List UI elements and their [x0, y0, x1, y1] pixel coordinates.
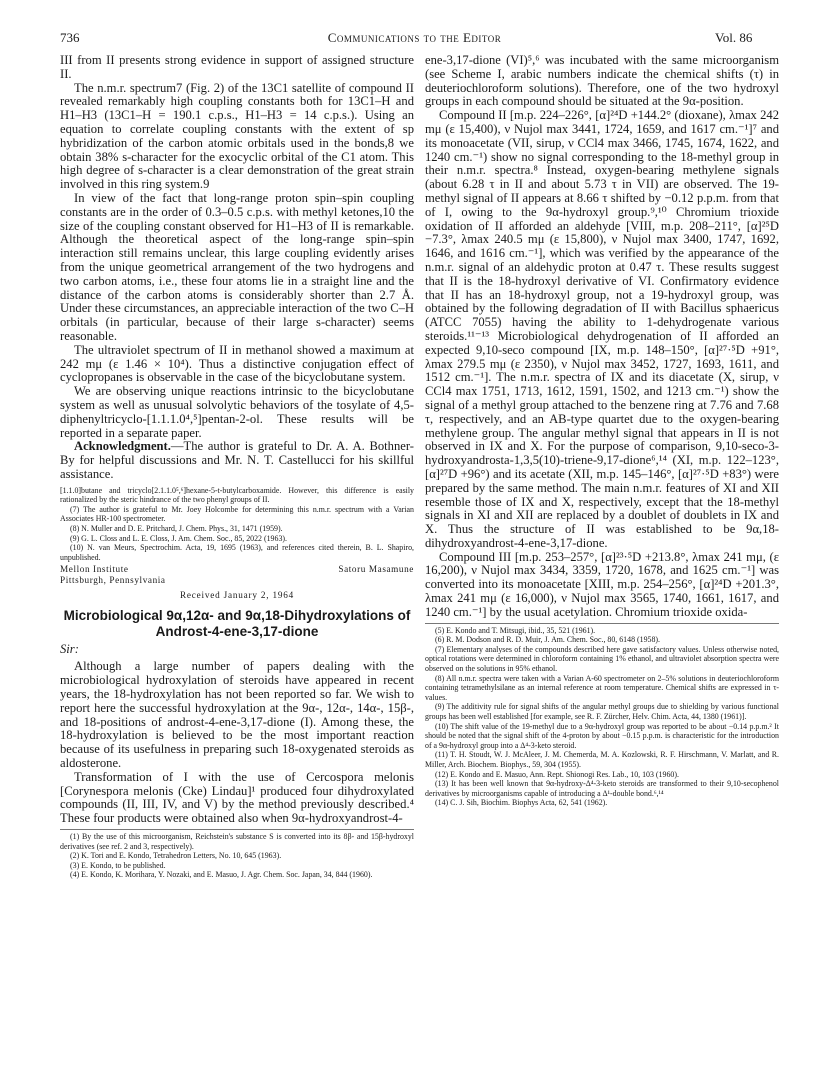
- paragraph: We are observing unique reactions intrinsic to the bicyclobutane system as well as unusual solvolytic behaviors of the tosylate of 4,5-diphenyltricyclo-[1.1.1.0⁴,⁵]pentan-2-ol. These results will be reported in a separate paper.: [60, 384, 414, 440]
- paragraph: ene-3,17-dione (VI)⁵,⁶ was incubated with the same microorganism (see Scheme I, arabic numbers indicate the chemical shifts (τ) in deuteriochloroform solutions). Therefore, one of the two hydroxyl groups in each compound should be situated at the 9α-position.: [425, 53, 779, 109]
- footnote: (9) G. L. Closs and L. E. Closs, J. Am. Chem. Soc., 85, 2022 (1963).: [70, 533, 287, 543]
- acknowledgment-text: —The author is grateful to Dr. A. A. Bothner-By for helpful discussions and Mr. N. T. Castellucci for his skillful assistance.: [60, 439, 414, 481]
- footnote: [1.1.0]butane and tricyclo[2.1.1.0⁵,⁶]hexane-5-t-butylcarboxamide. However, this difference is easily rationalized by the steric hindrance of the two phenyl groups of II.: [60, 485, 414, 505]
- footnote-divider: [425, 623, 779, 624]
- institution: Mellon Institute: [60, 564, 129, 575]
- footnote: (4) E. Kondo, K. Morihara, Y. Nozaki, and E. Masuo, J. Agr. Chem. Soc. Japan, 34, 844 (1960).: [70, 870, 373, 880]
- acknowledgment-label: Acknowledgment.: [74, 439, 171, 454]
- paragraph: Compound II [m.p. 224–226°, [α]²⁴D +144.2° (dioxane), λmax 242 mμ (ε 15,400), ν Nujol max 3441, 1724, 1659, and 1617 cm.⁻¹]⁷ and its monoacetate (VII, sirup, ν CCl4 max 3466, 1745, 1674, 1622, and 1240 cm.⁻¹) show no signal corresponding to the 18-methyl group in their n.m.r. spectra.⁸ Instead, oxygen-bearing methylene signals (about 6.28 τ in II and about 5.73 τ in VII) are observed. The 19-methyl signal of II appears at 8.66 τ shifted by −0.12 p.p.m. from that of I, owing to the 9α-hydroxyl group.⁹,¹⁰ Chromium trioxide oxidation of II afforded an aldehyde [VIII, m.p. 208–211°, [α]²⁵D −7.3°, λmax 240.5 mμ (ε 15,800), ν Nujol max 3400, 1747, 1692, 1646, and 1616 cm.⁻¹], which was verified by the appearance of the n.m.r. signal of an aldehydic proton at 0.47 τ. These results suggest that II is the 18-hydroxyl derivative of VI. Confirmatory evidence that II has an 18-hydroxyl group, not a 19-hydroxyl group, was obtained by the following degradation of II with Bacillus sphaericus (ATCC 7055) having the ability to 1-dehydrogenate various steroids.¹¹⁻¹³ Microbiological dehydrogenation of II afforded an expected 9,10-seco compound [IX, m.p. 148–150°, [α]²⁷·⁵D +91°, λmax 279.5 mμ (ε 2350), ν Nujol max 3452, 1727, 1693, 1611, and 1512 cm.⁻¹]. The n.m.r. spectra of IX and its diacetate (X, sirup, ν CCl4 max 1751, 1713, 1612, 1591, 1502, and 1213 cm.⁻¹) show the signal of a methyl group attached to the benzene ring at 7.76 and 7.68 τ, respectively, and an AB-type quartet due to the oxygen-bearing methylene group. The angular methyl signal that appears in II is not observed in IX and X. For the purpose of comparison, 9,10-seco-3-hydroxyandrosta-1,3,5(10)-triene-9,17-dione⁶,¹⁴ (XI, m.p. 122–123°, [α]²⁷D +96°) and its acetate (XII, m.p. 145–146°, [α]²⁷·⁵D +83°) were prepared by the same method. The main n.m.r. features of XI and XII resemble those of IX and X, respectively, except that the 18-methyl signals in XI and XII are replaced by a doublet of doublets in IX and X. Thus the structure of II was established to be 9α,18-dihydroxyandrost-4-ene-3,17-dione.: [425, 108, 779, 550]
- footnote: (7) Elementary analyses of the compounds described here gave satisfactory values. Unless otherwise noted, optical rotations were determined in chloroform containing 1% ethanol, and ultraviolet absorption spectra were observed on the solutions in 95% ethanol.: [425, 644, 779, 674]
- paragraph: Although a large number of papers dealing with the microbiological hydroxylation of steroids have appeared in recent years, the 18-hydroxylation has not been reported so far. We wish to report here the successful hydroxylation at the 9α-, 12α-, 14α-, 15β-, and 18-positions of androst-4-ene-3,17-dione (I). Among these, the 18-hydroxylation is believed to be the most important reaction because of its usefulness in preparing such 18-oxygenated steroids as aldosterone.: [60, 659, 414, 771]
- footnote: (11) T. H. Stoudt, W. J. McAleer, J. M. Chemerda, M. A. Kozlowski, R. F. Hirschmann, V. Marlatt, and R. Miller, Arch. Biochem. Biophys., 59, 304 (1955).: [425, 750, 779, 769]
- footnote: (12) E. Kondo and E. Masuo, Ann. Rept. Shionogi Res. Lab., 10, 103 (1960).: [435, 769, 679, 779]
- paragraph: The n.m.r. spectrum7 (Fig. 2) of the 13C1 satellite of compound II revealed remarkably high coupling constants both for 13C1–H and H1–H3 (13C1–H = 190.1 c.p.s., H1–H3 = 14 c.p.s.). Using an equation to correlate coupling constants with the extent of sp hybridization of the carbon atomic orbitals used in the bonds,8 we obtain 38% s-character for the exocyclic orbital of the C1 atom. This high degree of s-character is a clear demonstration of the great strain involved in this ring system.9: [60, 80, 414, 192]
- footnote: (6) R. M. Dodson and R. D. Muir, J. Am. Chem. Soc., 80, 6148 (1958).: [435, 635, 661, 645]
- paragraph: The ultraviolet spectrum of II in methanol showed a maximum at 242 mμ (ε 1.46 × 10⁴). Thus a distinctive conjugation effect of cyclopropanes is observable in the case of the bicyclobutane system.: [60, 342, 414, 385]
- footnote: (8) N. Muller and D. E. Pritchard, J. Chem. Phys., 31, 1471 (1959).: [70, 524, 283, 534]
- footnote: (2) K. Tori and E. Kondo, Tetrahedron Letters, No. 10, 645 (1963).: [70, 851, 282, 861]
- author-name: Satoru Masamune: [338, 564, 414, 575]
- received-date: Received January 2, 1964: [179, 590, 295, 601]
- affiliation-block: [60, 564, 414, 586]
- volume-label: Vol. 86: [715, 30, 753, 45]
- left-column: [60, 54, 414, 880]
- footnote: (1) By the use of this microorganism, Reichstein's substance S is converted into its 8β- and 15β-hydroxyl derivatives (see ref. 2 and 3, respectively).: [60, 832, 414, 851]
- acknowledgment: [60, 440, 414, 481]
- location: Pittsburgh, Pennsylvania: [60, 575, 166, 586]
- paragraph: In view of the fact that long-range proton spin–spin coupling constants are in the order of 0.3–0.5 c.p.s. with methyl ketones,10 the size of the coupling constant observed for H1–H3 of II is remarkable. Although the theoretical aspect of the long-range spin–spin interaction still remains unclear, this large coupling evidently arises from the unique geometrical arrangement of the two hydrogens and two carbon atoms, i.e., these four atoms lie in a straight line and the distance of the carbon atoms is considerably shorter than 2.7 Å. Under these circumstances, an appreciable interaction of the two C–H orbitals (in particular, because of their large s-character) seems reasonable.: [60, 190, 414, 343]
- footnote: (13) It has been well known that 9α-hydroxy-Δ⁴-3-keto steroids are transformed to their 9,10-secophenol derivatives by microorganisms capable of introducing a Δ¹-double bond.⁶,¹⁴: [425, 779, 779, 798]
- footnote: (8) All n.m.r. spectra were taken with a Varian A-60 spectrometer on 2–5% solutions in deuteriochloroform containing tetramethylsilane as an internal reference at room temperature. Chemical shifts are expressed in τ-values.: [425, 673, 779, 702]
- salutation: Sir:: [60, 642, 79, 657]
- article-title: Microbiological 9α,12α- and 9α,18-Dihydroxylations of Androst-4-ene-3,17-dione: [63, 608, 411, 640]
- page-number: 736: [60, 30, 80, 45]
- footnote: (3) E. Kondo, to be published.: [70, 860, 166, 870]
- right-column: [425, 54, 779, 808]
- footnote: (5) E. Kondo and T. Mitsugi, ibid., 35, 521 (1961).: [435, 625, 596, 635]
- footnote-divider: [60, 829, 414, 830]
- paragraph: Transformation of I with the use of Cercospora melonis [Corynespora melonis (Cke) Lindau]¹ produced four dihydroxylated compounds (II, III, IV, and V) by the method previously described.⁴ These four products were obtained also when 9α-hydroxyandrost-4-: [60, 769, 414, 826]
- paragraph: III from II presents strong evidence in support of assigned structure II.: [60, 53, 414, 81]
- footnote: (14) C. J. Sih, Biochim. Biophys Acta, 62, 541 (1962).: [435, 798, 608, 808]
- footnote: (10) N. van Meurs, Spectrochim. Acta, 19, 1695 (1963), and references cited therein, B. L. Shapiro, unpublished.: [60, 543, 414, 562]
- footnote: (7) The author is grateful to Mr. Joey Holcombe for determining this n.m.r. spectrum with a Varian Associates HR-100 spectrometer.: [60, 504, 414, 524]
- footnote: (10) The shift value of the 19-methyl due to a 9α-hydroxyl group was reported to be about −0.14 p.p.m.² It should be noted that the signal shift of the 4-proton by about −0.15 p.p.m. is characteristic for the introduction of a 9α-hydroxyl group into a Δ⁴-3-keto steroid.: [425, 721, 779, 750]
- running-header: Communications to the Editor: [327, 30, 502, 45]
- paragraph: Compound III [m.p. 253–257°, [α]²³·⁵D +213.8°, λmax 241 mμ, (ε 16,200), ν Nujol max 3434, 3359, 1720, 1678, and 1625 cm.⁻¹] was converted into its monoacetate [XIII, m.p. 254–256°, [α]²⁴D +201.3°, λmax 241 mμ (ε 16,000), ν Nujol max 3565, 1740, 1661, 1617, and 1240 cm.⁻¹] by the usual acetylation. Chromium trioxide oxida-: [425, 549, 779, 619]
- footnote: (9) The additivity rule for signal shifts of the angular methyl groups due to shielding by various functional groups has been well established [for example, see R. F. Zürcher, Helv. Chim. Acta, 44, 1380 (1961)].: [425, 702, 779, 722]
